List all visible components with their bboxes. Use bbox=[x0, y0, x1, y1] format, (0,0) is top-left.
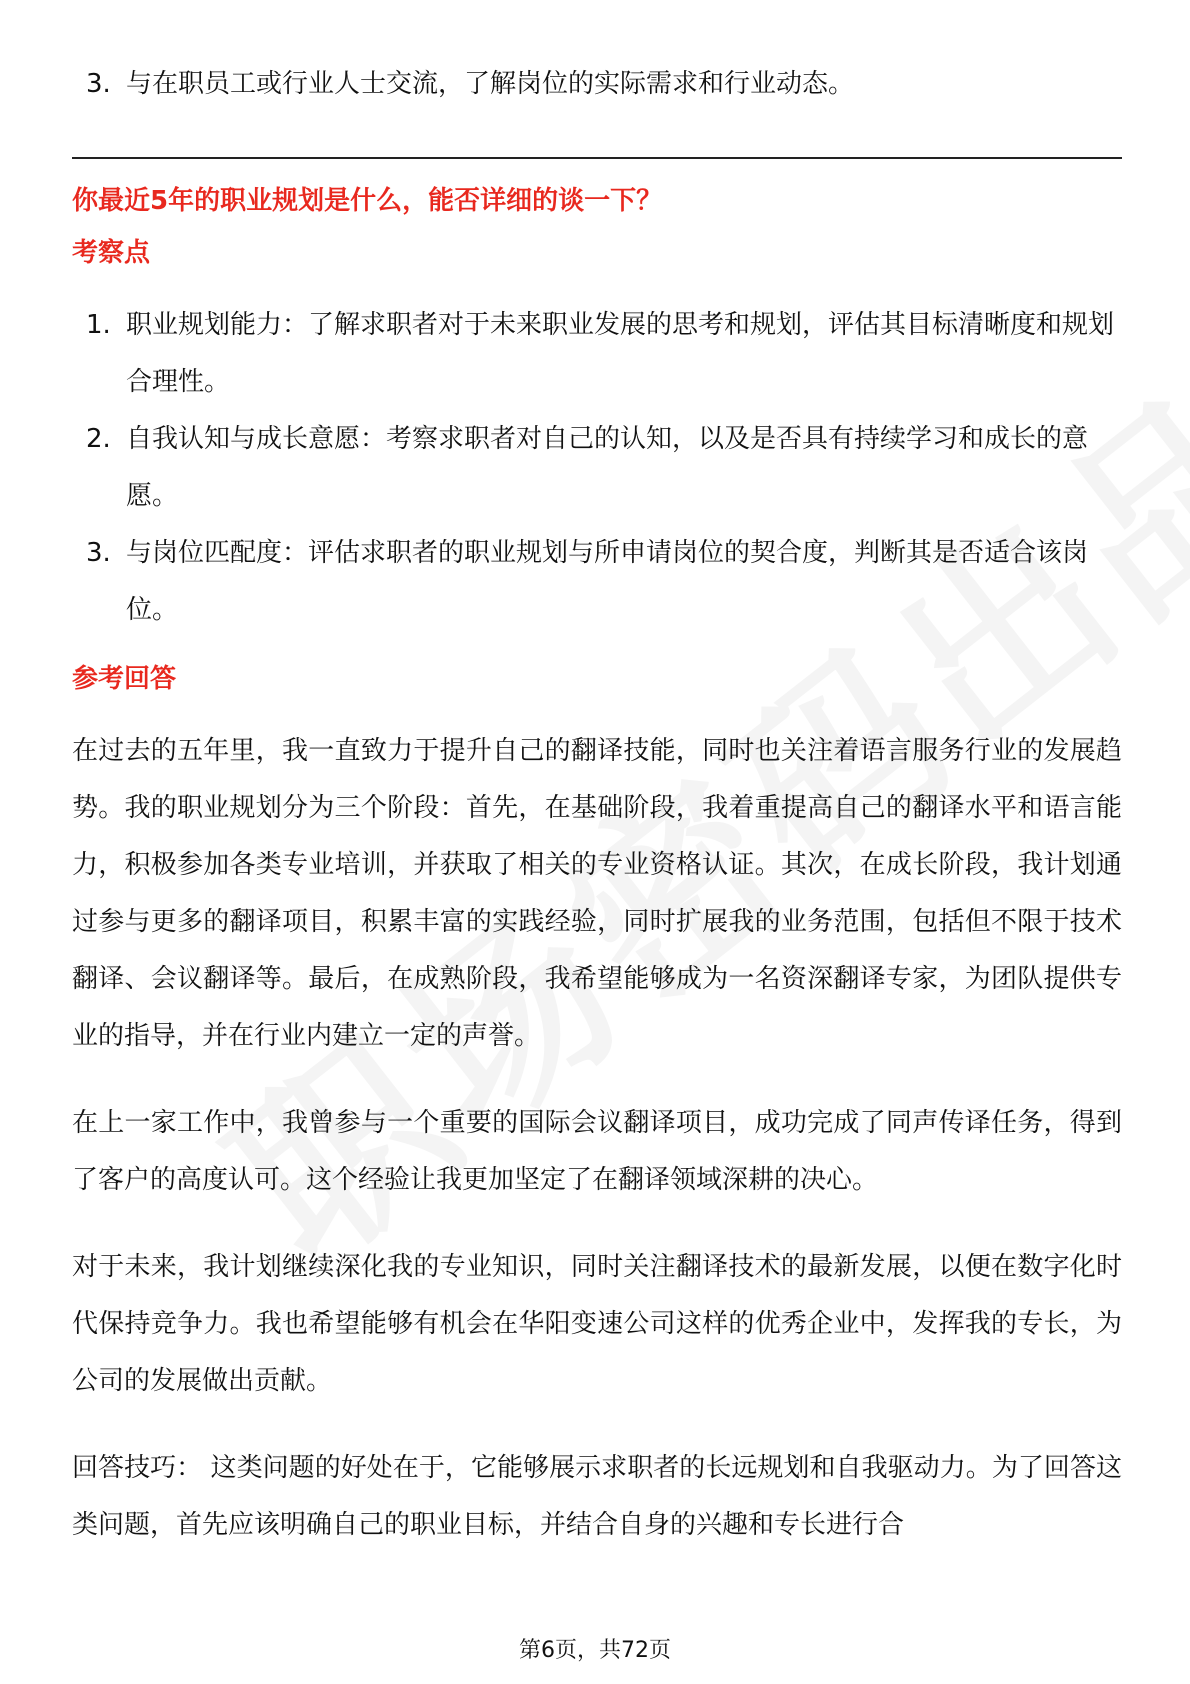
list-text: 与在职员工或行业人士交流，了解岗位的实际需求和行业动态。 bbox=[126, 69, 855, 99]
list-item bbox=[72, 411, 1122, 525]
list-item bbox=[72, 297, 1122, 411]
tips-paragraph: 回答技巧： 这类问题的好处在于，它能够展示求职者的长远规划和自我驱动力。为了回答这类问题，首先应该明确自己的职业目标，并结合自身的兴趣和专长进行合 bbox=[72, 1453, 1122, 1540]
answer-heading: 参考回答 bbox=[72, 664, 177, 694]
focus-list bbox=[72, 297, 1122, 639]
section-divider bbox=[72, 157, 1122, 159]
answer-paragraph: 在过去的五年里，我一直致力于提升自己的翻译技能，同时也关注着语言服务行业的发展趋势。我的职业规划分为三个阶段：首先，在基础阶段，我着重提高自己的翻译水平和语言能力，积极参加各类专业培训，并获取了相关的专业资格认证。其次，在成长阶段，我计划通过参与更多的翻译项目，积累丰富的实践经验，同时扩展我的业务范围，包括但不限于技术翻译、会议翻译等。最后，在成熟阶段，我希望能够成为一名资深翻译专家，为团队提供专业的指导，并在行业内建立一定的声誉。 bbox=[72, 736, 1122, 1051]
list-text: 职业规划能力：了解求职者对于未来职业发展的思考和规划，评估其目标清晰度和规划合理性。 bbox=[126, 310, 1115, 397]
focus-heading: 考察点 bbox=[72, 238, 151, 268]
top-list bbox=[72, 56, 1122, 113]
list-text: 与岗位匹配度：评估求职者的职业规划与所申请岗位的契合度，判断其是否适合该岗位。 bbox=[126, 538, 1089, 625]
page-content bbox=[72, 56, 1122, 1554]
list-number: 2. bbox=[86, 424, 111, 454]
list-number: 1. bbox=[86, 310, 111, 340]
list-item bbox=[72, 56, 1122, 113]
list-text: 自我认知与成长意愿：考察求职者对自己的认知，以及是否具有持续学习和成长的意愿。 bbox=[126, 424, 1089, 511]
question-title: 你最近5年的职业规划是什么，能否详细的谈一下？ bbox=[72, 186, 663, 216]
answer-paragraph: 在上一家工作中，我曾参与一个重要的国际会议翻译项目，成功完成了同声传译任务，得到了客户的高度认可。这个经验让我更加坚定了在翻译领域深耕的决心。 bbox=[72, 1108, 1122, 1195]
page-number: 第6页，共72页 bbox=[519, 1638, 671, 1663]
list-number: 3. bbox=[86, 69, 111, 99]
list-number: 3. bbox=[86, 538, 111, 568]
answer-paragraph: 对于未来，我计划继续深化我的专业知识，同时关注翻译技术的最新发展，以便在数字化时代保持竞争力。我也希望能够有机会在华阳变速公司这样的优秀企业中，发挥我的专长，为公司的发展做出贡献。 bbox=[72, 1252, 1122, 1396]
list-item bbox=[72, 525, 1122, 639]
